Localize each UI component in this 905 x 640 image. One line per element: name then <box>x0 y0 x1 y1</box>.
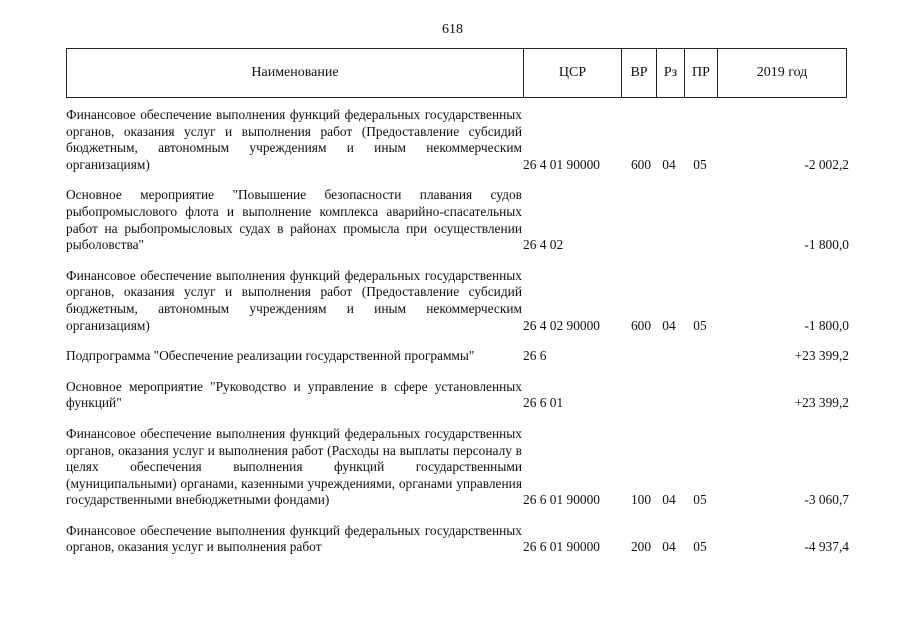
row-pr: 05 <box>693 539 707 555</box>
row-name: Финансовое обеспечение выполнения функций федеральных государственных органов, оказания услуг и выполнения работ (Расходы на выплаты персоналу в целях обеспечения выполнения функций государственными (муниципальными) органами, казенными учреждениями, органами управления государственными внебюджетными фондами) <box>66 425 522 508</box>
row-name: Финансовое обеспечение выполнения функций федеральных государственных органов, оказания услуг и выполнения работ (Предоставление субсидий бюджетным, автономным учреждениям и иным некоммерческим организациям) <box>66 107 522 172</box>
table-body <box>0 107 905 556</box>
row-vr: 100 <box>630 492 652 508</box>
header-csr: ЦСР <box>524 49 622 97</box>
row-sum: -1 800,0 <box>804 237 849 253</box>
table-row <box>0 523 905 556</box>
row-csr: 26 6 01 90000 <box>523 539 600 555</box>
table-row <box>0 379 905 412</box>
header-name: Наименование <box>67 49 524 97</box>
header-vr: ВР <box>622 49 657 97</box>
row-rz: 04 <box>662 492 676 508</box>
row-rz: 04 <box>662 156 676 172</box>
header-pr: ПР <box>685 49 718 97</box>
row-rz: 04 <box>662 539 676 555</box>
row-sum: -1 800,0 <box>804 317 849 333</box>
row-name: Подпрограмма "Обеспечение реализации государственной программы" <box>66 348 475 364</box>
row-sum: +23 399,2 <box>794 348 849 364</box>
row-csr: 26 6 01 90000 <box>523 492 600 508</box>
row-csr: 26 6 <box>523 348 547 364</box>
row-vr: 600 <box>630 156 652 172</box>
row-name: Финансовое обеспечение выполнения функций федеральных государственных органов, оказания услуг и выполнения работ (Предоставление субсидий бюджетным, автономным учреждениям и иным некоммерческим организациям) <box>66 267 522 333</box>
table-row <box>0 107 905 173</box>
row-csr: 26 4 02 <box>523 237 564 253</box>
row-rz: 04 <box>662 317 676 333</box>
table-header <box>66 48 847 98</box>
row-pr: 05 <box>693 317 707 333</box>
row-sum: -4 937,4 <box>804 539 849 555</box>
row-csr: 26 4 01 90000 <box>523 156 600 172</box>
row-name: Основное мероприятие "Повышение безопасности плавания судов рыбопромыслового флота и выполнение комплекса аварийно-спасательных работ на рыбопромысловых судах в районах промысла при осуществлении рыболовства" <box>66 187 522 253</box>
table-row <box>0 187 905 253</box>
table-row <box>0 426 905 509</box>
row-pr: 05 <box>693 492 707 508</box>
row-sum: -2 002,2 <box>804 156 849 172</box>
row-vr: 600 <box>630 317 652 333</box>
row-csr: 26 4 02 90000 <box>523 317 600 333</box>
row-name: Основное мероприятие "Руководство и управление в сфере установленных функций" <box>66 378 522 411</box>
row-csr: 26 6 01 <box>523 395 564 411</box>
row-pr: 05 <box>693 156 707 172</box>
table-row <box>0 268 905 334</box>
header-year: 2019 год <box>756 65 808 80</box>
row-vr: 200 <box>630 539 652 555</box>
row-name: Финансовое обеспечение выполнения функций федеральных государственных органов, оказания услуг и выполнения работ <box>66 522 522 555</box>
header-rz: Рз <box>657 49 685 97</box>
table-row <box>0 348 905 365</box>
row-sum: -3 060,7 <box>804 492 849 508</box>
row-sum: +23 399,2 <box>794 395 849 411</box>
page-number: 618 <box>442 22 463 37</box>
